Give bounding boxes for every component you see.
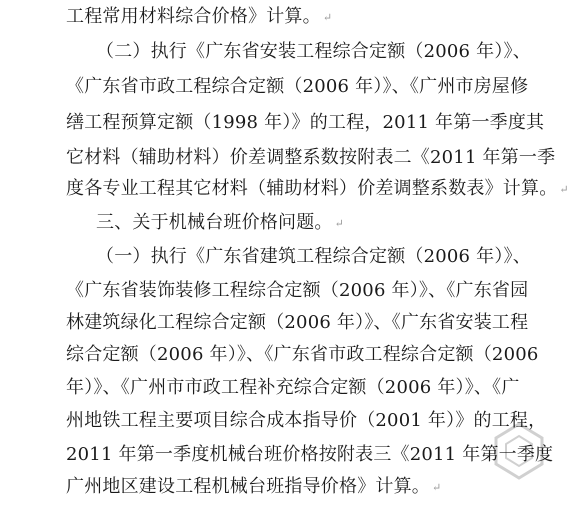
text-line-8: [96, 244, 531, 270]
line-text: （一）执行《广东省建筑工程综合定额（2006 年）》、: [96, 246, 531, 267]
line-text: 缮工程预算定额（1998 年）》的工程，2011 年第一季度其: [66, 112, 545, 133]
text-line-1: [66, 4, 332, 30]
line-text: 林建筑绿化工程综合定额（2006 年）》、《广东省安装工程: [66, 312, 529, 333]
text-line-2: [96, 39, 531, 65]
line-text: 它材料（辅助材料）价差调整系数按附表二《2011 年第一季: [66, 147, 556, 168]
watermark-logo-icon: [484, 418, 554, 488]
line-text: 《广东省装饰装修工程综合定额（2006 年）》、《广东省园: [66, 280, 529, 301]
text-line-15: [66, 474, 441, 500]
text-line-6: [66, 176, 569, 202]
line-text: 综合定额（2006 年）》、《广东省市政工程综合定额（2006: [66, 344, 539, 365]
text-line-14: [66, 442, 553, 468]
line-text: 2011 年第一季度机械台班价格按附表三《2011 年第一季度: [66, 444, 554, 465]
line-text: 三、关于机械台班价格问题。: [96, 212, 333, 233]
text-line-13: [66, 408, 546, 434]
line-text: 年）》、《广州市市政工程补充综合定额（2006 年）》、《广: [66, 377, 520, 398]
paragraph-mark-icon: ↵: [322, 11, 333, 24]
line-text: （二）执行《广东省安装工程综合定额（2006 年）》、: [96, 41, 531, 62]
text-line-12: [66, 375, 520, 401]
paragraph-mark-icon: ↵: [559, 183, 569, 196]
line-text: 《广东省市政工程综合定额（2006 年）》、《广州市房屋修: [66, 76, 529, 97]
text-line-3: [66, 74, 528, 100]
line-text: 度各专业工程其它材料（辅助材料）价差调整系数表》计算。: [66, 178, 558, 199]
line-text: 广州地区建设工程机械台班指导价格》计算。: [66, 476, 430, 497]
text-line-10: [66, 310, 528, 336]
text-line-5: [66, 145, 555, 171]
text-line-9: [66, 278, 528, 304]
text-line-11: [66, 342, 539, 368]
section-heading: [96, 210, 344, 236]
line-text: 工程常用材料综合价格》计算。: [66, 6, 321, 27]
line-text: 州地铁工程主要项目综合成本指导价（2001 年）》的工程，: [66, 410, 547, 431]
paragraph-mark-icon: ↵: [334, 217, 345, 230]
text-line-4: [66, 110, 544, 136]
paragraph-mark-icon: ↵: [432, 481, 442, 494]
